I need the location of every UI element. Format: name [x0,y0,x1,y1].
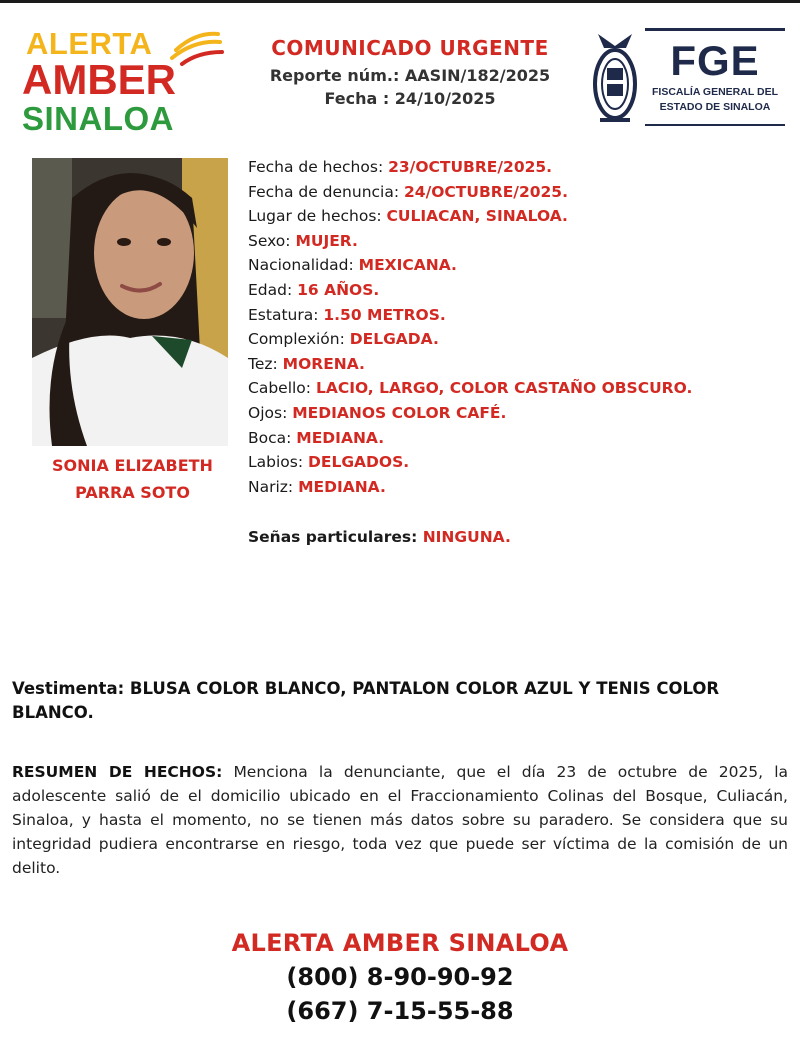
summary-text: Menciona la denunciante, que el día 23 de octubre de 2025, la adolescente salió de el domicilio ubicado en el Fraccionamiento Colinas del Bosque, Culiacán, Sinaloa, y hasta el momento, no se tienen más datos sobre su paradero. Se considera que su integridad pudiera encontrarse en riesgo, toda vez que puede ser víctima de la comisión de un delito. [12,763,789,877]
summary-paragraph [12,760,788,880]
report-date: Fecha : 24/10/2025 [324,89,496,108]
detail-row [248,401,788,426]
detail-label: Fecha de hechos: [248,158,389,176]
detail-row [248,426,788,451]
detail-value: MEDIANA. [296,428,385,447]
detail-value: MORENA. [282,354,365,373]
report-number: Reporte núm.: AASIN/182/2025 [269,66,551,85]
footer-contact [0,926,800,1028]
detail-label: Estatura: [248,305,324,324]
detail-row [248,204,788,229]
missing-person-photo [32,158,228,446]
detail-row [248,229,788,254]
detail-row [248,278,788,303]
person-name-line2: PARRA SOTO [75,483,190,502]
detail-value: MEDIANOS COLOR CAFÉ. [292,403,507,422]
communique-title: COMUNICADO URGENTE [271,36,549,60]
detail-row [248,303,788,328]
communique-header [240,36,580,108]
detail-value: DELGADA. [349,330,439,349]
fge-logo [645,38,785,114]
detail-row [248,475,788,500]
detail-label: Fecha de denuncia: [248,182,404,201]
fge-name-line2: ESTADO DE SINALOA [659,101,771,113]
detail-value: MEXICANA. [358,256,457,275]
detail-row [248,180,788,205]
detail-value: MUJER. [295,231,358,250]
fge-bottom-rule [645,124,785,126]
detail-label: Nacionalidad: [248,256,359,275]
alerta-amber-logo [18,26,218,138]
detail-label: Edad: [248,280,298,299]
detail-label: Ojos: [248,403,293,422]
detail-row [248,155,788,180]
detail-label: Complexión: [248,330,350,349]
detail-value: 16 AÑOS. [297,280,380,299]
detail-row [248,450,788,475]
detail-row [248,352,788,377]
footer-title: ALERTA AMBER SINALOA [231,929,569,957]
detail-label: Nariz: [248,477,299,496]
summary-label: RESUMEN DE HECHOS: [12,763,223,781]
clothing-description: Vestimenta: BLUSA COLOR BLANCO, PANTALON COLOR AZUL Y TENIS COLOR BLANCO. [12,679,720,722]
detail-value: MEDIANA. [298,477,386,496]
detail-value: 23/OCTUBRE/2025. [388,158,553,176]
logo-line-sinaloa: SINALOA [22,100,174,137]
detail-label: Lugar de hechos: [248,207,387,226]
state-seal-icon [590,26,640,126]
detail-label: Boca: [248,428,297,447]
distinguishing-marks-value: NINGUNA. [422,528,511,546]
detail-value: LACIO, LARGO, COLOR CASTAÑO OBSCURO. [315,379,693,398]
detail-label: Cabello: [248,379,316,398]
distinguishing-marks-label: Señas particulares: [248,528,423,546]
detail-row [248,376,788,401]
detail-row [248,327,788,352]
detail-label: Tez: [248,354,283,373]
detail-value: 24/OCTUBRE/2025. [404,182,568,201]
person-name [30,452,235,506]
top-rule [0,0,800,3]
logo-line-amber: AMBER [22,56,176,103]
detail-row [248,253,788,278]
detail-value: CULIACAN, SINALOA. [386,207,568,226]
distinguishing-marks [248,528,511,546]
fge-name-line1: FISCALÍA GENERAL DEL [651,86,778,98]
fge-top-rule [645,28,785,31]
detail-value: 1.50 METROS. [323,305,446,324]
phone-number-1: (800) 8-90-90-92 [286,963,514,991]
amber-swoosh-icon [168,28,224,68]
detail-label: Labios: [248,453,308,472]
detail-value: DELGADOS. [308,453,410,472]
person-name-line1: SONIA ELIZABETH [52,456,213,475]
fge-abbreviation: FGE [670,37,760,84]
logo-line-alerta: ALERTA [26,26,153,61]
detail-label: Sexo: [248,231,296,250]
person-details [248,155,788,499]
phone-number-2: (667) 7-15-55-88 [286,997,514,1025]
